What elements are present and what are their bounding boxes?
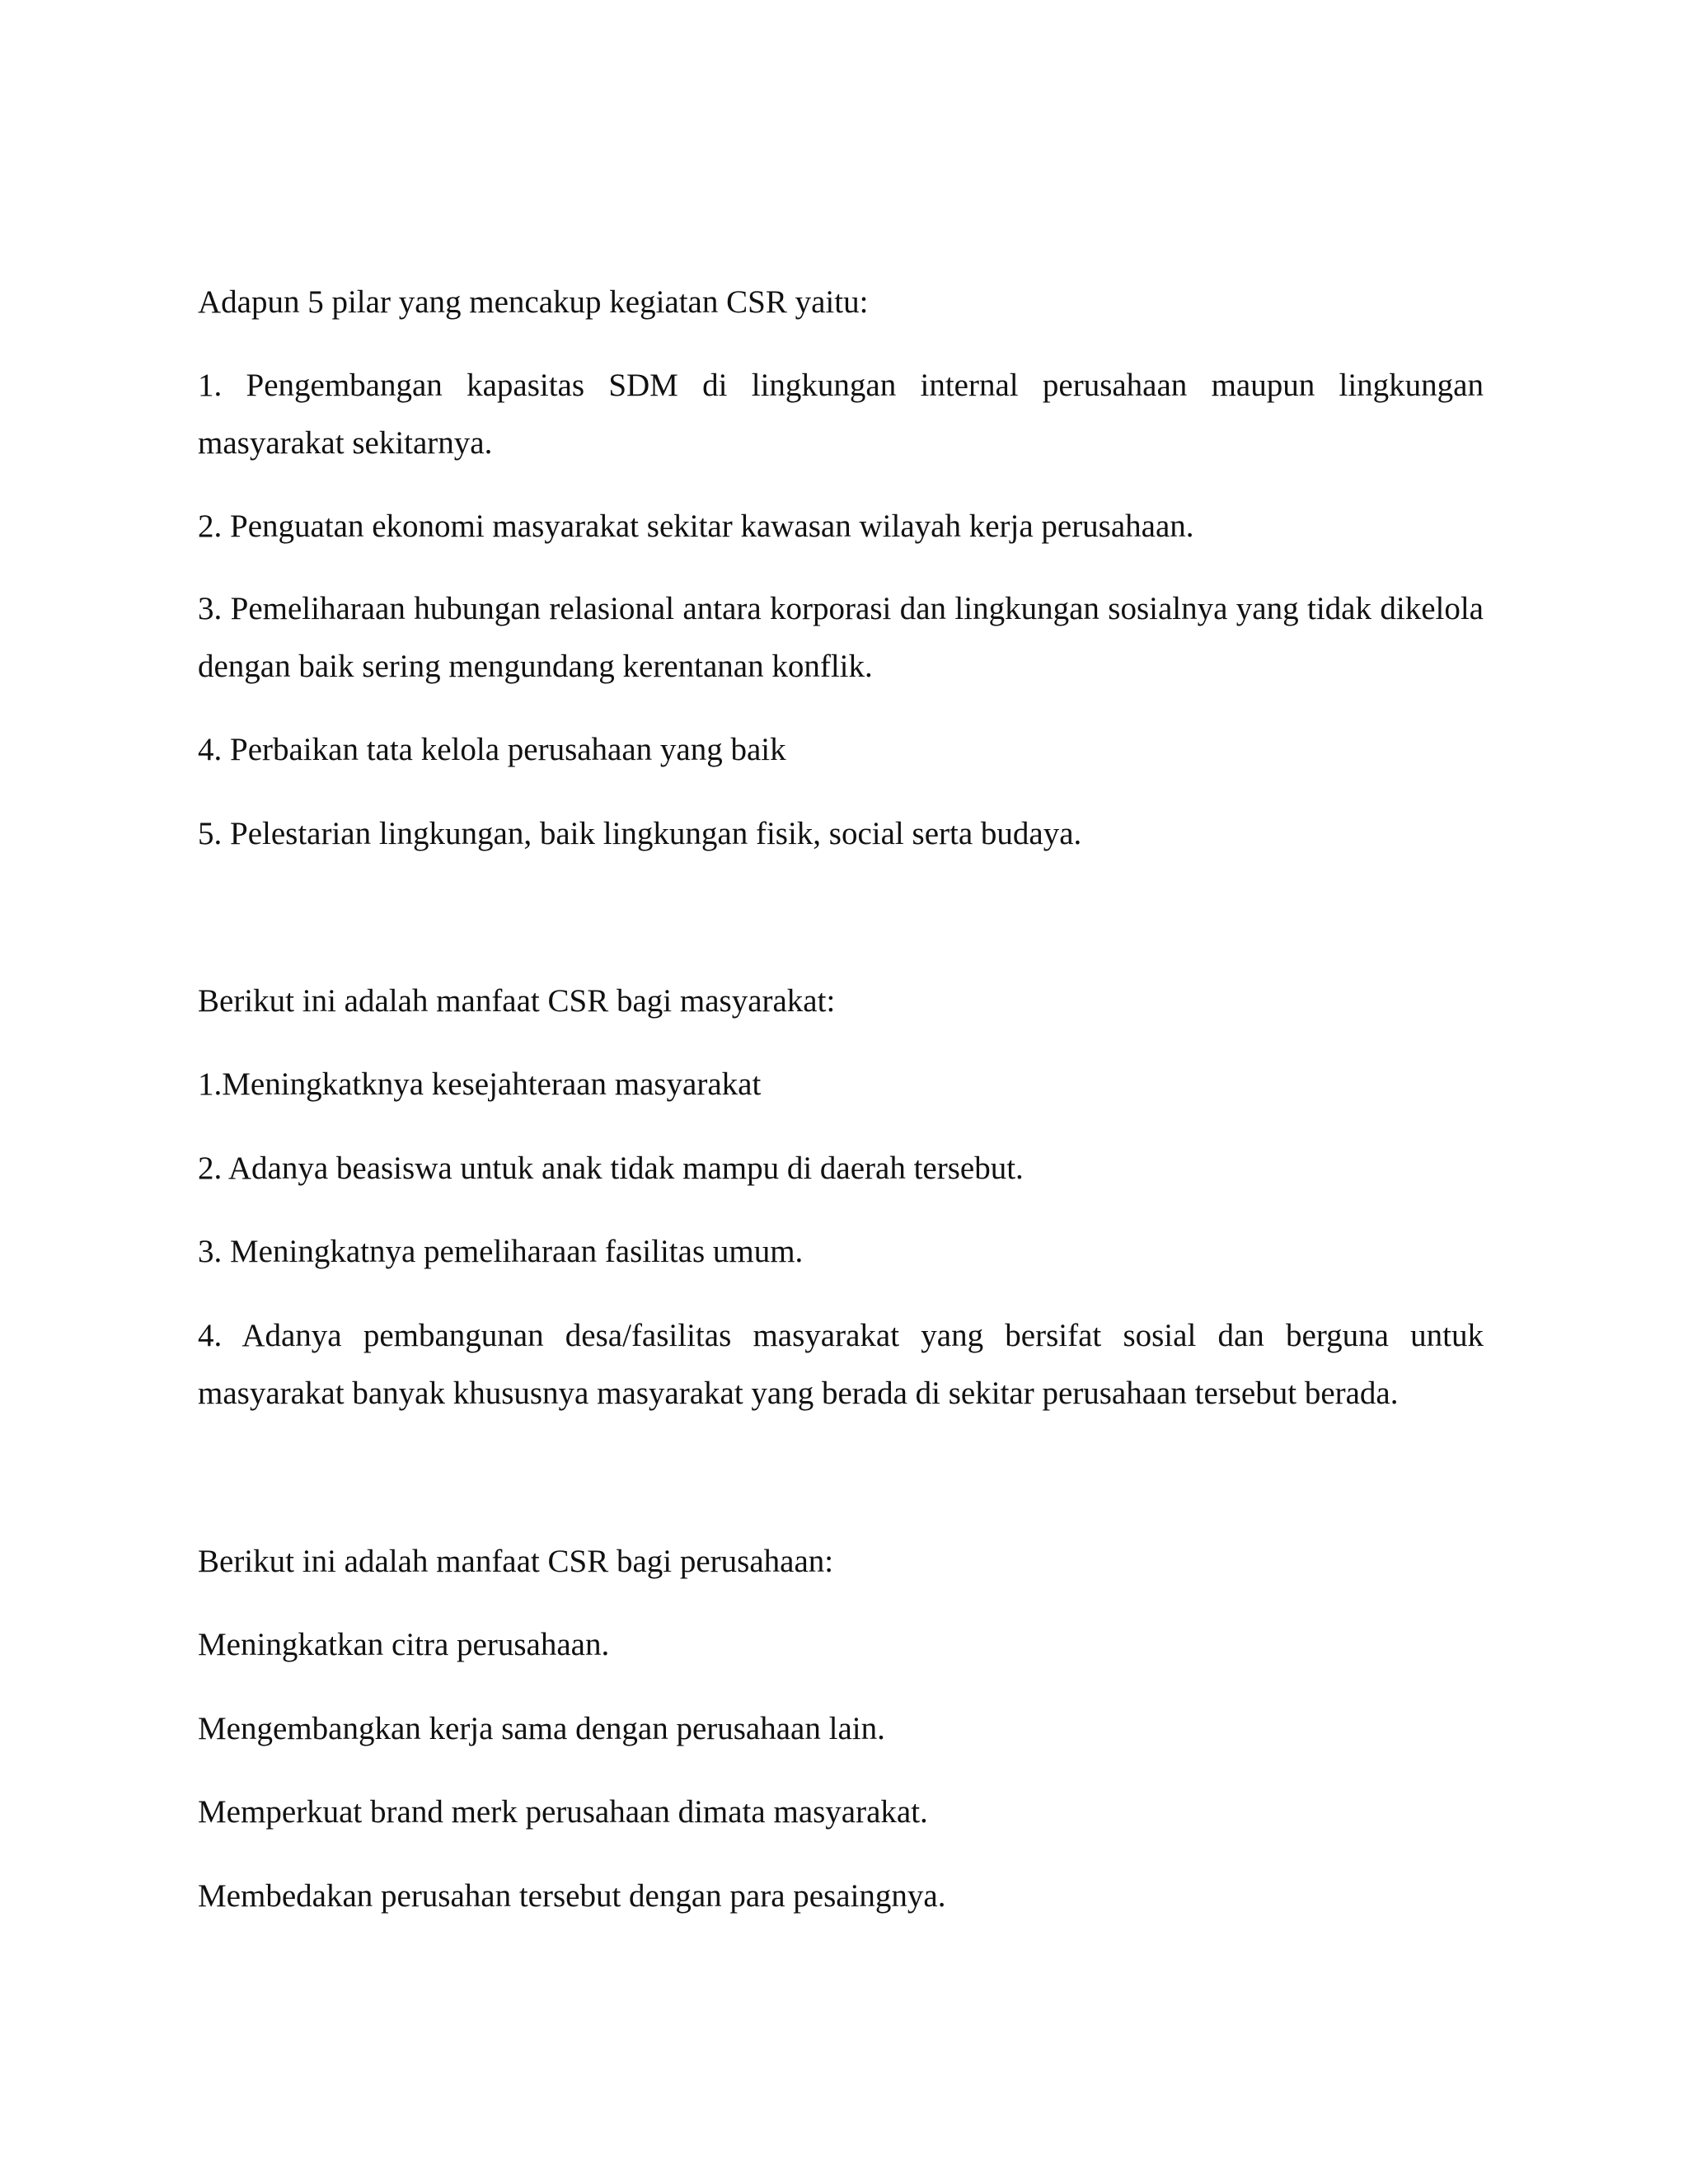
section1-item-1: 1. Pengembangan kapasitas SDM di lingkungan internal perusahaan maupun lingkungan masyarakat sekitarnya. (198, 368, 1484, 461)
section3-item-4: Membedakan perusahan tersebut dengan para pesaingnya. (198, 1878, 946, 1914)
section1-item-3: 3. Pemeliharaan hubungan relasional antara korporasi dan lingkungan sosialnya yang tidak dikelola dengan baik sering mengundang kerentanan konflik. (198, 591, 1484, 684)
section2-item-2: 2. Adanya beasiswa untuk anak tidak mampu di daerah tersebut. (198, 1151, 1024, 1186)
section3-intro: Berikut ini adalah manfaat CSR bagi perusahaan: (198, 1544, 834, 1579)
section2-item-1: 1.Meningkatknya kesejahteraan masyarakat (198, 1066, 762, 1102)
section1-intro: Adapun 5 pilar yang mencakup kegiatan CSR yaitu: (198, 284, 869, 320)
section2-item-3: 3. Meningkatnya pemeliharaan fasilitas umum. (198, 1234, 804, 1269)
section1-item-5: 5. Pelestarian lingkungan, baik lingkungan fisik, social serta budaya. (198, 816, 1082, 851)
section1-item-4: 4. Perbaikan tata kelola perusahaan yang baik (198, 732, 786, 767)
section2-item-4: 4. Adanya pembangunan desa/fasilitas masyarakat yang bersifat sosial dan berguna untuk masyarakat banyak khususnya masyarakat yang berada di sekitar perusahaan tersebut berada. (198, 1318, 1484, 1411)
section3-item-2: Mengembangkan kerja sama dengan perusahaan lain. (198, 1711, 885, 1746)
section3-item-3: Memperkuat brand merk perusahaan dimata masyarakat. (198, 1794, 928, 1830)
section2-intro: Berikut ini adalah manfaat CSR bagi masyarakat: (198, 983, 836, 1019)
section1-item-2: 2. Penguatan ekonomi masyarakat sekitar kawasan wilayah kerja perusahaan. (198, 509, 1194, 544)
section3-item-1: Meningkatkan citra perusahaan. (198, 1627, 610, 1662)
